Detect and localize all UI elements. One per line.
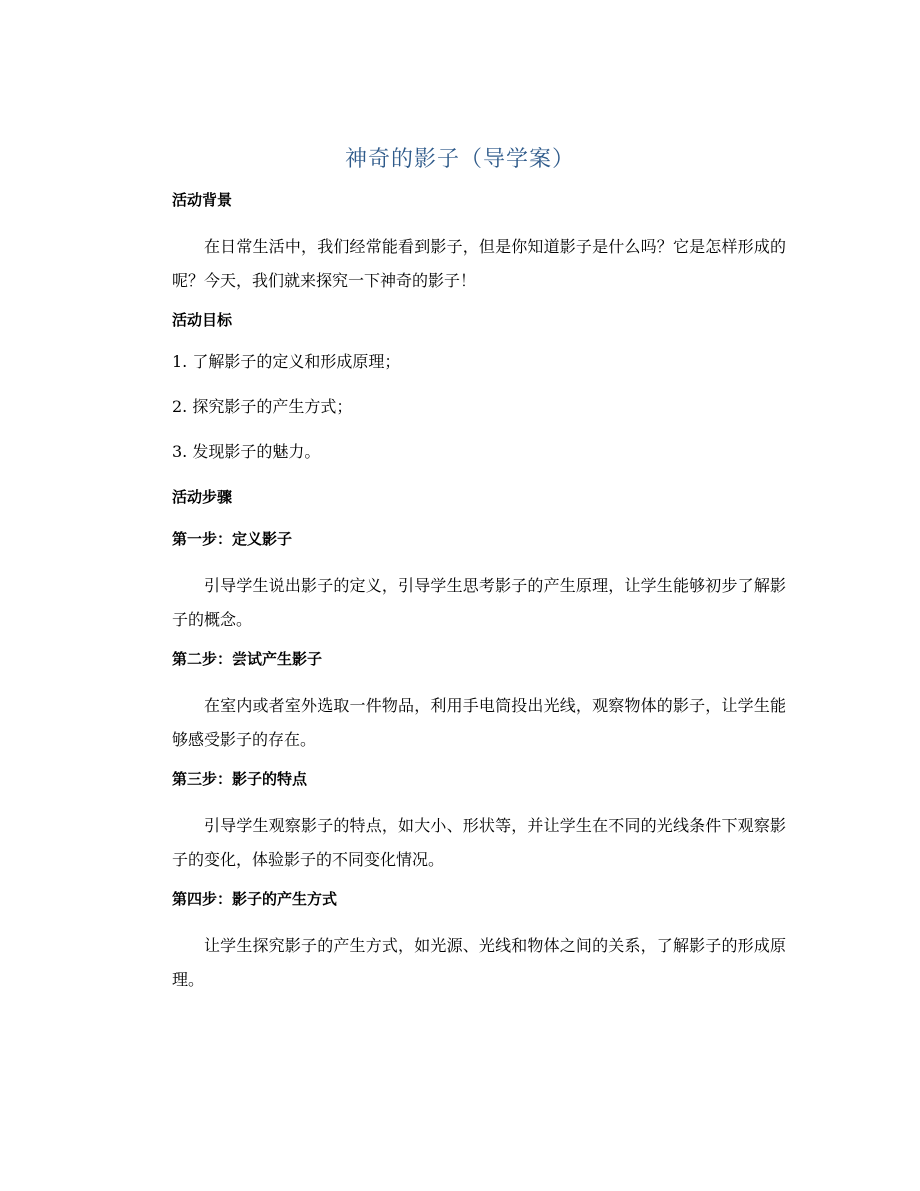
step-1-paragraph: 引导学生说出影子的定义，引导学生思考影子的产生原理，让学生能够初步了解影子的概念。 — [172, 576, 786, 629]
background-paragraph: 在日常生活中，我们经常能看到影子，但是你知道影子是什么吗？它是怎样形成的呢？今天，我们就来探究一下神奇的影子！ — [172, 237, 786, 290]
page-title: 神奇的影子（导学案） — [344, 147, 575, 172]
step-1-heading: 第一步：定义影子 — [172, 530, 293, 548]
goal-item-2: 2. 探究影子的产生方式； — [172, 397, 353, 416]
goals-heading: 活动目标 — [172, 311, 233, 329]
step-4-paragraph: 让学生探究影子的产生方式，如光源、光线和物体之间的关系，了解影子的形成原理。 — [172, 936, 786, 989]
goal-item-3: 3. 发现影子的魅力。 — [172, 442, 321, 461]
goal-item-1: 1. 了解影子的定义和形成原理； — [172, 352, 401, 371]
step-3-paragraph: 引导学生观察影子的特点，如大小、形状等，并让学生在不同的光线条件下观察影子的变化，体验影子的不同变化情况。 — [172, 816, 786, 869]
step-2-heading: 第二步：尝试产生影子 — [172, 650, 323, 668]
steps-heading: 活动步骤 — [172, 488, 233, 506]
step-2-paragraph: 在室内或者室外选取一件物品，利用手电筒投出光线，观察物体的影子，让学生能够感受影子的存在。 — [172, 696, 786, 749]
step-4-heading: 第四步：影子的产生方式 — [172, 890, 338, 908]
document-body — [172, 188, 786, 1007]
background-heading: 活动背景 — [172, 191, 233, 209]
step-3-heading: 第三步：影子的特点 — [172, 770, 308, 788]
